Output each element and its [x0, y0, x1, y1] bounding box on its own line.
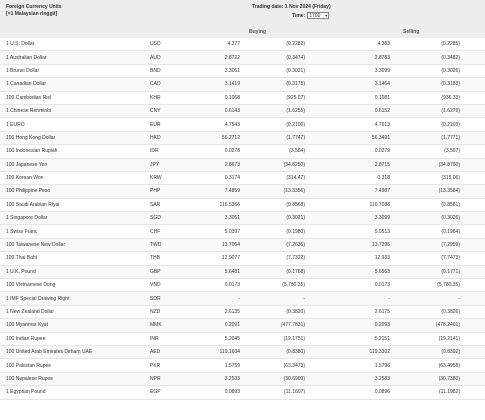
selling-rate: 3.3099 [374, 215, 390, 222]
selling-inverse-rate: (0.8392) [441, 349, 460, 356]
currency-code: SAR [150, 201, 161, 208]
selling-inverse-rate: - [458, 295, 460, 302]
currency-name: 100 Taiwanese New Dollar [6, 242, 66, 249]
currency-name: 1 U.K. Pound [6, 268, 36, 275]
currency-code: PHP [150, 188, 161, 195]
selling-rate: 2.8715 [374, 161, 390, 168]
selling-rate: 1.5796 [374, 362, 390, 369]
selling-rate: - [388, 295, 390, 302]
currency-code: CHF [150, 228, 161, 235]
selling-rate: 3.3099 [374, 67, 390, 74]
currency-name: 100 Indian Rupee [6, 335, 46, 342]
selling-inverse-rate: (34.8760) [438, 161, 460, 168]
table-row [0, 92, 485, 105]
selling-rate: 0.318 [377, 175, 390, 182]
currency-code: AED [150, 349, 161, 356]
buying-inverse-rate: (19.1751) [283, 335, 305, 342]
buying-rate: 3.3051 [224, 215, 240, 222]
buying-inverse-rate: (0.8380) [286, 349, 305, 356]
buying-inverse-rate: (63.3473) [283, 362, 305, 369]
currency-code: CNY [150, 108, 161, 115]
selling-rate: 4.7613 [374, 121, 390, 128]
buying-rate: 0.0893 [224, 389, 240, 396]
currency-code: JPY [150, 161, 160, 168]
currency-code: BND [150, 67, 161, 74]
currency-name: 1 Swiss Franc [6, 228, 38, 235]
currency-code: IDR [150, 148, 159, 155]
buying-inverse-rate: (0.3021) [286, 215, 305, 222]
buying-column-header: Buying [249, 29, 266, 35]
currency-code: NPR [150, 375, 161, 382]
selling-inverse-rate: (13.3584) [438, 188, 460, 195]
buying-inverse-rate: (0.8568) [286, 201, 305, 208]
selling-inverse-rate: (936.33) [441, 94, 460, 101]
selling-inverse-rate: (0.8581) [441, 201, 460, 208]
currency-code: MMK [150, 322, 162, 329]
table-row [0, 78, 485, 91]
chevron-down-icon: ▾ [325, 12, 328, 18]
selling-inverse-rate: (11.1982) [438, 389, 460, 396]
table-row [0, 239, 485, 252]
units-title [6, 4, 62, 18]
selling-inverse-rate: (0.2103) [441, 121, 460, 128]
buying-rate: 116.5366 [219, 201, 240, 208]
currency-code: SDR [150, 295, 161, 302]
buying-rate: 0.2091 [224, 322, 240, 329]
selling-rate: 5.2151 [374, 335, 390, 342]
buying-rate: 4.7543 [224, 121, 240, 128]
currency-name: 100 Myanmar Kyat [6, 322, 48, 329]
buying-inverse-rate: (34.8250) [283, 161, 305, 168]
currency-code: THB [150, 255, 160, 262]
buying-inverse-rate: (0.1768) [286, 268, 305, 275]
currency-name: 100 Korean Won [6, 175, 44, 182]
selling-inverse-rate: (0.1771) [441, 268, 460, 275]
currency-name: 1 New Zealand Dollar [6, 309, 55, 315]
buying-rate: 0.1068 [224, 94, 240, 101]
currency-code: AUD [150, 54, 161, 61]
currency-name: 1 EURO [6, 121, 25, 128]
buying-rate: 5.2045 [224, 335, 240, 342]
selling-rate: 0.2093 [374, 322, 390, 329]
buying-rate: 3.2533 [224, 375, 240, 382]
currency-code: GBP [150, 268, 161, 275]
selling-inverse-rate: (0.1984) [441, 228, 460, 235]
selling-inverse-rate: (1.7771) [441, 134, 460, 141]
buying-inverse-rate: (0.2282) [286, 41, 305, 48]
buying-inverse-rate: (314.47) [286, 175, 305, 182]
selling-inverse-rate: (3,597) [444, 148, 460, 155]
table-row [0, 292, 485, 305]
buying-inverse-rate: (0.3021) [286, 67, 305, 74]
currency-code: SGD [150, 215, 161, 222]
currency-code: EGP [150, 389, 161, 396]
buying-inverse-rate: (13.3356) [283, 188, 305, 195]
selling-rate: 2.6175 [374, 309, 390, 315]
selling-rate: 0.0279 [374, 148, 390, 155]
table-row [0, 333, 485, 346]
selling-inverse-rate: (30.7380) [438, 375, 460, 382]
table-row [0, 145, 485, 158]
currency-name: 1 IMF Special Drawing Right [6, 295, 70, 302]
table-header [0, 0, 485, 38]
buying-rate: 56.2712 [221, 134, 240, 141]
selling-inverse-rate: (0.3482) [441, 54, 460, 61]
selling-inverse-rate: (7.2959) [441, 242, 460, 249]
table-row [0, 386, 485, 399]
table-row [0, 225, 485, 238]
buying-rate: 0.0173 [224, 282, 240, 289]
buying-inverse-rate: (477.7831) [280, 322, 305, 329]
table-row [0, 252, 485, 265]
currency-name: 1 Australian Dollar [6, 54, 47, 61]
table-row [0, 306, 485, 319]
selling-column-header: Selling [403, 29, 420, 35]
selling-rate: 12.933 [374, 255, 390, 262]
selling-inverse-rate: (5,780.35) [437, 282, 460, 289]
currency-code: KHR [150, 94, 161, 101]
table-row [0, 38, 485, 51]
buying-inverse-rate: (3,584) [289, 148, 305, 155]
buying-inverse-rate: (5,780.35) [282, 282, 305, 289]
currency-code: CAD [150, 81, 161, 88]
units-title-line2: [=1 Malaysian ringgit] [6, 11, 58, 17]
selling-rate: 5.6563 [374, 268, 390, 275]
buying-rate: 0.3174 [224, 175, 240, 182]
buying-rate: 2.8722 [224, 54, 240, 61]
table-row [0, 199, 485, 212]
buying-inverse-rate: (0.2100) [286, 121, 305, 128]
table-row [0, 266, 485, 279]
currency-name: 1 Egyptian Pound [6, 389, 46, 396]
buying-inverse-rate: - [303, 295, 305, 302]
buying-inverse-rate: (0.3820) [286, 309, 305, 315]
currency-name: 100 Cambodian Riel [6, 94, 52, 101]
time-select[interactable] [307, 12, 329, 19]
selling-inverse-rate: (315.06) [441, 175, 460, 182]
currency-name: 100 Hong Kong Dollar [6, 134, 56, 141]
buying-rate: 2.8673 [224, 161, 240, 168]
buying-inverse-rate: (30.6909) [283, 375, 305, 382]
table-row [0, 51, 485, 64]
buying-rate: 5.0397 [224, 228, 240, 235]
time-select-value: 1700 [309, 12, 321, 19]
table-row [0, 359, 485, 372]
buying-rate: 13.7064 [221, 242, 240, 249]
selling-rate: 56.3491 [371, 134, 390, 141]
table-row [0, 159, 485, 172]
currency-name: 100 Vietnamese Dong [6, 282, 56, 289]
selling-rate: 5.0513 [374, 228, 390, 235]
currency-code: EUR [150, 121, 161, 128]
selling-rate: 3.2583 [374, 375, 390, 382]
currency-code: VND [150, 282, 161, 289]
selling-inverse-rate: (1.6279) [441, 108, 460, 115]
selling-inverse-rate: (63.4958) [438, 362, 460, 369]
selling-inverse-rate: (7.7473) [441, 255, 460, 262]
selling-rate: 7.4987 [374, 188, 390, 195]
currency-name: 100 United Arab Emirates Dirham UAE [6, 349, 93, 356]
selling-rate: 0.6152 [374, 108, 390, 115]
table-row [0, 118, 485, 131]
currency-name: 100 Pakistan Rupee [6, 362, 52, 369]
selling-rate: 2.8783 [374, 54, 390, 61]
buying-inverse-rate: (925.07) [286, 94, 305, 101]
buying-inverse-rate: (7.2636) [286, 242, 305, 249]
selling-rate: 116.7088 [369, 201, 390, 208]
currency-code: KRW [150, 175, 162, 182]
selling-rate: 4.383 [377, 41, 390, 48]
buying-rate: - [238, 295, 240, 302]
selling-inverse-rate: (0.3183) [441, 81, 460, 88]
selling-inverse-rate: (478.2401) [435, 322, 460, 329]
currency-name: 1 Canadian Dollar [6, 81, 47, 88]
selling-inverse-rate: (19.2141) [438, 335, 460, 342]
table-row [0, 279, 485, 292]
buying-rate: 4.377 [227, 41, 240, 48]
selling-rate: 0.0173 [374, 282, 390, 289]
currency-name: 1 Chinese Renminbi [6, 108, 52, 115]
buying-rate: 2.6135 [224, 309, 240, 315]
table-row [0, 319, 485, 332]
selling-rate: 3.1464 [374, 81, 390, 88]
currency-name: 100 Nepalese Rupee [6, 375, 53, 382]
table-row [0, 212, 485, 225]
table-row [0, 346, 485, 359]
table-row [0, 105, 485, 118]
currency-name: 100 Thai Baht [6, 255, 38, 262]
selling-inverse-rate: (0.3026) [441, 67, 460, 74]
buying-inverse-rate: (0.1980) [286, 228, 305, 235]
buying-rate: 0.0278 [224, 148, 240, 155]
currency-name: 1 Brunei Dollar [6, 67, 40, 74]
buying-rate: 119.1604 [219, 349, 240, 356]
currency-code: TWD [150, 242, 162, 249]
currency-name: 100 Japanese Yen [6, 161, 48, 168]
currency-code: HKD [150, 134, 161, 141]
buying-rate: 3.3051 [224, 67, 240, 74]
currency-code: PKR [150, 362, 161, 369]
buying-inverse-rate: (1.6255) [286, 108, 305, 115]
currency-name: 100 Saudi Arabian Riyal [6, 201, 60, 208]
currency-name: 1 Singapore Dollar [6, 215, 48, 222]
table-row [0, 132, 485, 145]
currency-name: 1 U.S. Dollar [6, 41, 35, 48]
trading-date: Trading date: 1 Nov 2024 (Friday) [252, 4, 331, 10]
selling-rate: 0.0896 [374, 389, 390, 396]
buying-inverse-rate: (1.7747) [286, 134, 305, 141]
buying-inverse-rate: (0.3474) [286, 54, 305, 61]
units-title-line1: Foreign Currency Units [6, 4, 62, 10]
selling-rate: 0.1081 [374, 94, 390, 101]
buying-rate: 3.1419 [224, 81, 240, 88]
buying-rate: 5.6481 [224, 268, 240, 275]
table-row [0, 172, 485, 185]
selling-inverse-rate: (0.3826) [441, 309, 460, 315]
table-row [0, 65, 485, 78]
time-selector [292, 12, 329, 19]
selling-inverse-rate: (0.3026) [441, 215, 460, 222]
buying-inverse-rate: (7.7322) [286, 255, 305, 262]
buying-rate: 1.5759 [224, 362, 240, 369]
currency-name: 100 Indonesian Rupiah [6, 148, 58, 155]
buying-rate: 12.9077 [221, 255, 240, 262]
currency-code: INR [150, 335, 159, 342]
selling-rate: 119.3302 [369, 349, 390, 356]
currency-name: 100 Philippine Peso [6, 188, 51, 195]
table-row [0, 373, 485, 386]
selling-rate: 13.7295 [371, 242, 390, 249]
currency-code: NZD [150, 309, 161, 315]
selling-inverse-rate: (0.2285) [441, 41, 460, 48]
time-label: Time: [292, 12, 306, 19]
buying-rate: 7.4859 [224, 188, 240, 195]
buying-inverse-rate: (11.1607) [283, 389, 305, 396]
rates-table-body [0, 38, 485, 400]
table-row [0, 185, 485, 198]
buying-inverse-rate: (0.3178) [286, 81, 305, 88]
buying-rate: 0.6143 [224, 108, 240, 115]
currency-code: USD [150, 41, 161, 48]
